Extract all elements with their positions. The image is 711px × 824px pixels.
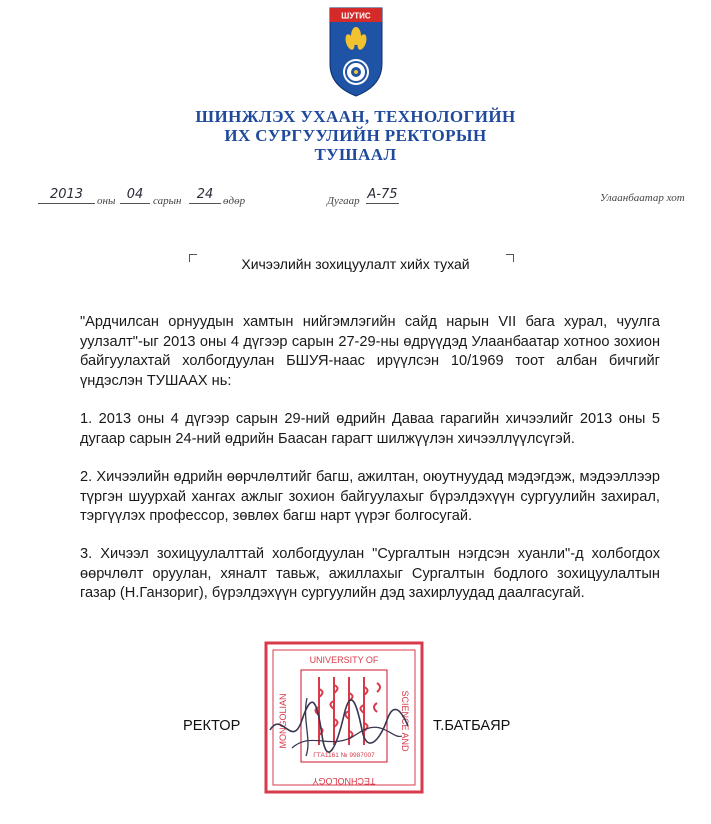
stamp-right-text: SCIENCE AND — [400, 690, 410, 752]
header-line-2: ИХ СУРГУУЛИЙН РЕКТОРЫН — [224, 126, 487, 145]
stamp-top-text: UNIVERSITY OF — [309, 655, 379, 665]
intro-paragraph: "Ардчилсан орнуудын хамтын нийгэмлэгийн сайд нарын VII бага хурал, чуулга уулзалт"-ыг 2013 оны 4 дүгээр сарын 27-29-ны өдрүүдэд Улаанбаатар хотноо зохион байгуулахтай холбогдуулан БШУЯ-наас ирүүлсэн 10/1969 тоот албан бичгийг үндэслэн ТУШААХ нь: — [80, 314, 660, 389]
order-item-2: 2. Хичээлийн өдрийн өөрчлөлтийг багш, ажилтан, оюутнуудад мэдэгдэж, мэдээллээр түргэн шуурхай хангах ажлыг зохион байгуулахыг бүрэлдэхүүн сургуулийн захирал, тэргүүлэх профессор, зөвлөх багш нарт үүрэг болгосугай. — [80, 469, 660, 524]
order-number: А-75 — [367, 187, 398, 202]
rector-title: РЕКТОР — [183, 718, 241, 734]
university-logo — [326, 6, 386, 98]
header-line-3: ТУШААЛ — [314, 145, 397, 164]
number-label: Дугаар — [327, 195, 360, 207]
subject-line: Хичээлийн зохицуулалт хийх тухай — [241, 256, 470, 272]
day-suffix: өдөр — [223, 195, 246, 207]
order-item-1: 1. 2013 оны 4 дүгээр сарын 29-ний өдрийн Даваа гарагийн хичээлийг 2013 оны 5 дугаар сарын 24-ний өдрийн Баасан гарагт шилжүүлэн хичээллүүлсүгэй. — [80, 411, 660, 447]
year-suffix: оны — [97, 195, 116, 207]
stamp-code: ГТА1161 № 9987007 — [313, 752, 375, 759]
handwritten-signature — [262, 690, 412, 760]
emblem-icon — [343, 59, 369, 85]
stamp-left-text: MONGOLIAN — [278, 693, 288, 749]
city: Улаанбаатар хот — [600, 192, 685, 204]
logo-text: ШУТИС — [341, 11, 371, 21]
header-line-1: ШИНЖЛЭХ УХААН, ТЕХНОЛОГИЙН — [195, 107, 516, 126]
date-year: 2013 — [38, 187, 95, 204]
month-suffix: сарын — [153, 195, 182, 207]
date-month: 04 — [120, 187, 150, 204]
rector-name: Т.БАТБАЯР — [433, 718, 511, 734]
date-day: 24 — [189, 187, 221, 204]
order-item-3: 3. Хичээл зохицуулалттай холбогдуулан "Сургалтын нэгдсэн хуанли"-д холбогдох өөрчлөлт оруулан, хяналт тавьж, ажиллахыг Сургалтын бодлого зохицуулалтын газар (Н.Ганзориг), бүрэлдэхүүн сургуулийн дэд захирлуудад даалгасугай. — [80, 546, 660, 601]
stamp-bottom-text: TECHNOLOGY — [312, 776, 376, 786]
